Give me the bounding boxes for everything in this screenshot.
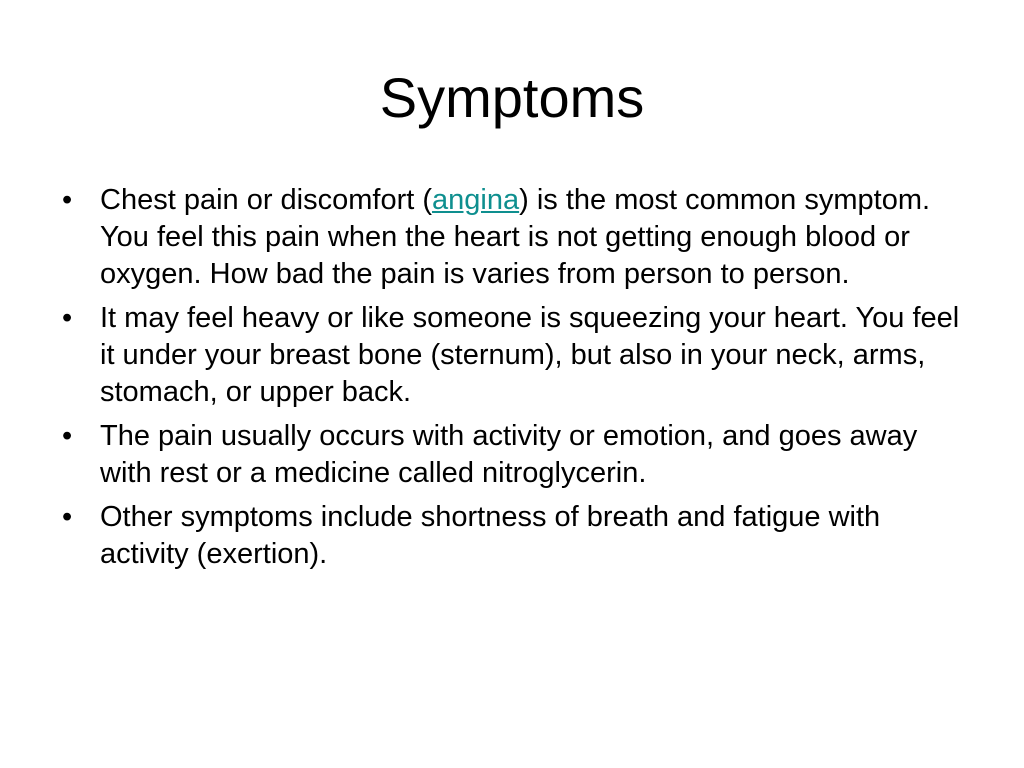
bullet-text-after-link: ) is the most common symptom. You feel this pain when the heart is not getting enough blood or oxygen. How bad the pain is varies from person to person. (100, 184, 931, 290)
bullet-icon: • (62, 184, 73, 216)
list-item (62, 418, 962, 492)
slide-title: Symptoms (379, 66, 645, 129)
bullet-icon: • (62, 302, 73, 334)
bullet-icon: • (62, 501, 73, 533)
bullet-icon: • (62, 420, 73, 452)
bullet-text: It may feel heavy or like someone is squeezing your heart. You feel it under your breast bone (sternum), but also in your neck, arms, stomach, or upper back. (100, 302, 960, 408)
bullet-list (62, 182, 962, 580)
bullet-text: Other symptoms include shortness of breath and fatigue with activity (exertion). (100, 501, 881, 570)
bullet-text-before-link: Chest pain or discomfort ( (100, 184, 433, 216)
list-item (62, 499, 962, 573)
list-item (62, 300, 962, 411)
bullet-text: The pain usually occurs with activity or emotion, and goes away with rest or a medicine called nitroglycerin. (100, 420, 918, 489)
list-item (62, 182, 962, 293)
angina-link[interactable]: angina (432, 184, 520, 216)
